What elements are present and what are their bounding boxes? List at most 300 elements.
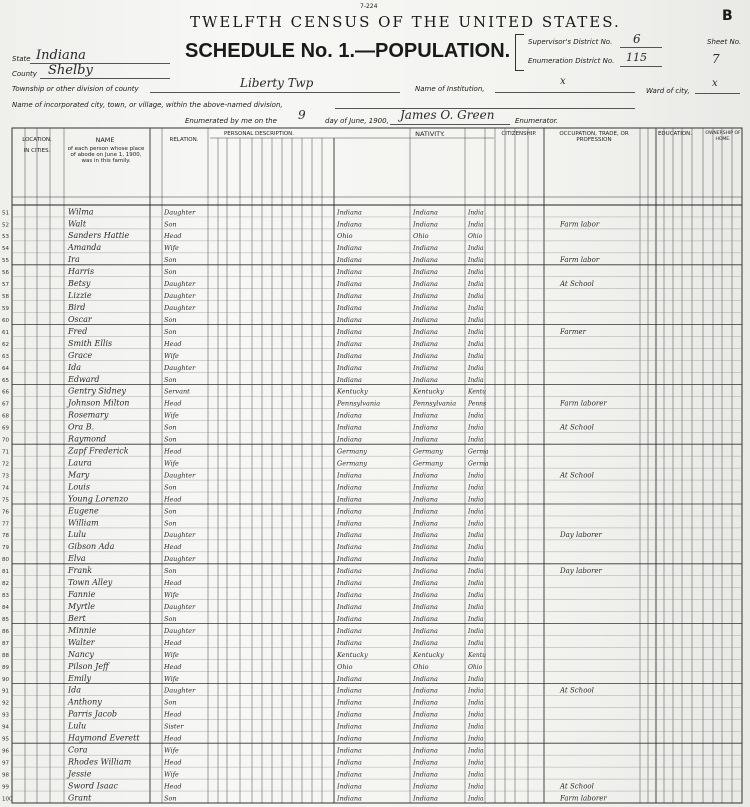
person-name: Minnie <box>68 625 97 635</box>
mother-birthplace: India <box>468 580 484 588</box>
person-relation: Daughter <box>164 208 196 217</box>
county-label: County <box>12 70 37 78</box>
person-name: Ida <box>68 685 82 695</box>
mother-birthplace: India <box>468 328 484 336</box>
father-birthplace: Indiana <box>413 208 438 217</box>
mother-birthplace: India <box>468 639 484 647</box>
mother-birthplace: India <box>468 221 484 229</box>
person-occupation: At School <box>560 280 594 289</box>
line-number: 52 <box>2 222 9 229</box>
person-name: Ora B. <box>68 422 95 432</box>
line-number: 57 <box>2 282 9 289</box>
township-value: Liberty Twp <box>240 76 314 90</box>
person-birthplace: Indiana <box>337 519 362 528</box>
form-number: 7-224 <box>360 3 378 10</box>
person-name: Frank <box>68 566 93 576</box>
person-relation: Wife <box>164 591 179 600</box>
line-number: 76 <box>2 509 9 516</box>
mother-birthplace: India <box>468 281 484 289</box>
person-occupation: At School <box>560 686 594 695</box>
line-number: 56 <box>2 270 9 277</box>
mother-birthplace: India <box>468 209 484 217</box>
mother-birthplace: India <box>468 759 484 767</box>
line-number: 66 <box>2 389 9 396</box>
line-number: 86 <box>2 628 9 635</box>
table-border <box>12 128 742 803</box>
person-occupation: Day laborer <box>560 531 602 540</box>
person-birthplace: Indiana <box>337 339 362 348</box>
father-birthplace: Indiana <box>413 555 438 564</box>
person-name: Laura <box>68 458 92 468</box>
institution-label: Name of Institution, <box>415 85 485 93</box>
person-name: Myrtle <box>68 602 96 612</box>
mother-birthplace: India <box>468 532 484 540</box>
person-birthplace: Indiana <box>337 435 362 444</box>
mother-birthplace: India <box>468 496 484 504</box>
person-occupation: Farmer <box>560 327 587 336</box>
person-relation: Daughter <box>164 280 196 289</box>
mother-birthplace: India <box>468 723 484 731</box>
line-number: 58 <box>2 294 9 301</box>
mother-birthplace: Penns <box>468 400 487 408</box>
town-label: Name of incorporated city, town, or village, within the above-named division, <box>12 101 283 109</box>
person-relation: Son <box>164 567 177 576</box>
person-relation: Wife <box>164 746 179 755</box>
mother-birthplace: India <box>468 305 484 313</box>
person-birthplace: Indiana <box>337 304 362 313</box>
father-birthplace: Indiana <box>413 626 438 635</box>
father-birthplace: Indiana <box>413 363 438 372</box>
education-header: EDUCATION. <box>657 131 693 137</box>
father-birthplace: Germany <box>413 459 444 468</box>
line-number: 71 <box>2 449 9 456</box>
father-birthplace: Indiana <box>413 435 438 444</box>
person-relation: Son <box>164 698 177 707</box>
person-name: Oscar <box>68 314 92 324</box>
person-relation: Son <box>164 256 177 265</box>
enumerator-label: Enumerator. <box>515 117 559 125</box>
father-birthplace: Indiana <box>413 507 438 516</box>
line-number: 84 <box>2 605 9 612</box>
father-birthplace: Ohio <box>413 232 429 241</box>
person-birthplace: Indiana <box>337 722 362 731</box>
line-number: 67 <box>2 401 9 408</box>
person-birthplace: Indiana <box>337 746 362 755</box>
person-birthplace: Indiana <box>337 626 362 635</box>
enumeration-value: 115 <box>626 51 647 64</box>
line-number: 68 <box>2 413 9 420</box>
person-name: Emily <box>68 673 92 683</box>
person-birthplace: Indiana <box>337 698 362 707</box>
person-relation: Wife <box>164 674 179 683</box>
census-title: TWELFTH CENSUS OF THE UNITED STATES. <box>190 13 621 31</box>
person-birthplace: Germany <box>337 447 368 456</box>
mother-birthplace: India <box>468 340 484 348</box>
father-birthplace: Indiana <box>413 579 438 588</box>
person-relation: Son <box>164 315 177 324</box>
mother-birthplace: India <box>468 747 484 755</box>
person-name: Elva <box>68 554 86 564</box>
person-birthplace: Indiana <box>337 375 362 384</box>
father-birthplace: Indiana <box>413 794 438 803</box>
person-birthplace: Indiana <box>337 507 362 516</box>
mother-birthplace: India <box>468 316 484 324</box>
person-relation: Wife <box>164 650 179 659</box>
person-birthplace: Indiana <box>337 555 362 564</box>
mother-birthplace: India <box>468 687 484 695</box>
person-occupation: At School <box>560 782 594 791</box>
person-name: Harris <box>68 267 95 277</box>
person-birthplace: Indiana <box>337 351 362 360</box>
name-description: of each person whose place of abode on June 1, 1900, was in this family. <box>67 146 145 164</box>
state-value: Indiana <box>36 48 86 63</box>
mother-birthplace: Kentu <box>468 651 487 659</box>
person-birthplace: Indiana <box>337 710 362 719</box>
person-name: Rosemary <box>68 410 109 420</box>
person-name: Pilson Jeff <box>68 661 109 671</box>
person-relation: Son <box>164 519 177 528</box>
father-birthplace: Indiana <box>413 531 438 540</box>
father-birthplace: Indiana <box>413 614 438 623</box>
person-birthplace: Indiana <box>337 363 362 372</box>
enumerated-day: 9 <box>298 108 306 122</box>
person-relation: Sister <box>164 722 184 731</box>
line-number: 81 <box>2 569 9 576</box>
line-number: 59 <box>2 306 9 313</box>
father-birthplace: Indiana <box>413 591 438 600</box>
person-birthplace: Indiana <box>337 256 362 265</box>
father-birthplace: Indiana <box>413 315 438 324</box>
father-birthplace: Pennsylvania <box>413 399 457 408</box>
line-number: 98 <box>2 772 9 779</box>
person-birthplace: Indiana <box>337 603 362 612</box>
person-name: Cora <box>68 745 88 755</box>
line-number: 75 <box>2 497 9 504</box>
person-name: Ida <box>68 362 82 372</box>
mother-birthplace: India <box>468 604 484 612</box>
person-birthplace: Indiana <box>337 327 362 336</box>
person-name: Bert <box>68 613 86 623</box>
person-name: Wilma <box>68 207 94 217</box>
line-number: 91 <box>2 688 9 695</box>
person-relation: Head <box>164 782 182 791</box>
line-number: 94 <box>2 724 9 731</box>
name-header: NAME <box>95 136 115 144</box>
father-birthplace: Indiana <box>413 244 438 253</box>
citizenship-header: CITIZENSHIP. <box>501 131 537 137</box>
person-relation: Daughter <box>164 292 196 301</box>
schedule-letter: B <box>722 8 733 24</box>
person-relation: Daughter <box>164 603 196 612</box>
person-occupation: Farm labor <box>560 220 600 229</box>
person-name: Fannie <box>68 590 96 600</box>
person-relation: Servant <box>164 387 190 396</box>
person-name: Betsy <box>68 279 91 289</box>
father-birthplace: Indiana <box>413 327 438 336</box>
father-birthplace: Indiana <box>413 782 438 791</box>
person-relation: Wife <box>164 411 179 420</box>
person-birthplace: Indiana <box>337 638 362 647</box>
father-birthplace: Indiana <box>413 292 438 301</box>
mother-birthplace: India <box>468 245 484 253</box>
person-name: Johnson Milton <box>68 398 130 408</box>
person-relation: Daughter <box>164 686 196 695</box>
father-birthplace: Indiana <box>413 734 438 743</box>
father-birthplace: Indiana <box>413 567 438 576</box>
person-name: Smith Ellis <box>68 338 113 348</box>
father-birthplace: Indiana <box>413 304 438 313</box>
mother-birthplace: India <box>468 364 484 372</box>
mother-birthplace: India <box>468 376 484 384</box>
mother-birthplace: India <box>468 412 484 420</box>
person-relation: Head <box>164 579 182 588</box>
father-birthplace: Indiana <box>413 758 438 767</box>
father-birthplace: Indiana <box>413 638 438 647</box>
person-name: Bird <box>68 303 86 313</box>
nativity-header: NATIVITY. <box>415 130 445 138</box>
person-name: Amanda <box>68 243 102 253</box>
mother-birthplace: India <box>468 795 484 803</box>
father-birthplace: Kentucky <box>413 650 444 659</box>
person-name: Jessie <box>68 769 92 779</box>
person-name: Walt <box>68 219 87 229</box>
mother-birthplace: India <box>468 592 484 600</box>
line-number: 80 <box>2 557 9 564</box>
line-number: 99 <box>2 784 9 791</box>
line-number: 55 <box>2 258 9 265</box>
person-relation: Son <box>164 435 177 444</box>
father-birthplace: Indiana <box>413 483 438 492</box>
line-number: 100 <box>2 796 13 803</box>
line-number: 51 <box>2 210 9 217</box>
line-number: 77 <box>2 521 9 528</box>
person-name: Fred <box>68 326 88 336</box>
person-occupation: Farm labor <box>560 256 600 265</box>
mother-birthplace: India <box>468 568 484 576</box>
father-birthplace: Indiana <box>413 495 438 504</box>
line-number: 96 <box>2 748 9 755</box>
person-name: Ira <box>68 255 80 265</box>
person-relation: Wife <box>164 244 179 253</box>
county-value: Shelby <box>48 63 93 78</box>
line-number: 60 <box>2 317 9 324</box>
person-occupation: At School <box>560 423 594 432</box>
person-occupation: At School <box>560 471 594 480</box>
mother-birthplace: India <box>468 735 484 743</box>
line-number: 97 <box>2 760 9 767</box>
father-birthplace: Indiana <box>413 280 438 289</box>
father-birthplace: Indiana <box>413 698 438 707</box>
mother-birthplace: India <box>468 544 484 552</box>
enumerator-name: James O. Green <box>400 108 495 122</box>
person-relation: Head <box>164 710 182 719</box>
father-birthplace: Indiana <box>413 411 438 420</box>
mother-birthplace: Ohio <box>468 663 483 671</box>
father-birthplace: Indiana <box>413 686 438 695</box>
person-name: Nancy <box>68 649 94 659</box>
person-birthplace: Indiana <box>337 411 362 420</box>
person-birthplace: Indiana <box>337 614 362 623</box>
schedule-title: SCHEDULE No. 1.—POPULATION. <box>185 40 511 62</box>
person-relation: Head <box>164 543 182 552</box>
in-cities-header: IN CITIES. <box>23 148 51 154</box>
person-birthplace: Indiana <box>337 531 362 540</box>
enumeration-label: Enumeration District No. <box>528 57 615 65</box>
line-number: 62 <box>2 341 9 348</box>
person-relation: Son <box>164 614 177 623</box>
person-relation: Wife <box>164 351 179 360</box>
supervisor-value: 6 <box>633 32 641 46</box>
enumerated-month: day of June, 1900, <box>325 117 389 125</box>
father-birthplace: Indiana <box>413 471 438 480</box>
line-number: 65 <box>2 377 9 384</box>
line-number: 64 <box>2 365 9 372</box>
mother-birthplace: India <box>468 484 484 492</box>
person-relation: Daughter <box>164 471 196 480</box>
father-birthplace: Indiana <box>413 603 438 612</box>
person-birthplace: Indiana <box>337 734 362 743</box>
person-birthplace: Indiana <box>337 471 362 480</box>
person-relation: Daughter <box>164 555 196 564</box>
father-birthplace: Indiana <box>413 519 438 528</box>
line-number: 83 <box>2 593 9 600</box>
personal-header: PERSONAL DESCRIPTION. <box>223 131 295 137</box>
person-occupation: Day laborer <box>560 567 602 576</box>
line-number: 54 <box>2 246 9 253</box>
mother-birthplace: India <box>468 508 484 516</box>
mother-birthplace: India <box>468 627 484 635</box>
line-number: 85 <box>2 616 9 623</box>
person-relation: Son <box>164 375 177 384</box>
person-name: Sanders Hattie <box>68 231 130 241</box>
father-birthplace: Indiana <box>413 543 438 552</box>
person-name: Grace <box>68 350 93 360</box>
person-name: William <box>68 518 99 528</box>
relation-header: RELATION. <box>169 137 199 143</box>
mother-birthplace: India <box>468 352 484 360</box>
mother-birthplace: India <box>468 520 484 528</box>
occupation-header: OCCUPATION, TRADE, OR PROFESSION <box>559 131 629 143</box>
person-occupation: Farm laborer <box>560 794 607 803</box>
person-relation: Son <box>164 268 177 277</box>
father-birthplace: Indiana <box>413 674 438 683</box>
person-relation: Daughter <box>164 363 196 372</box>
person-relation: Head <box>164 662 182 671</box>
person-birthplace: Indiana <box>337 794 362 803</box>
mother-birthplace: India <box>468 269 484 277</box>
father-birthplace: Indiana <box>413 256 438 265</box>
person-relation: Daughter <box>164 626 196 635</box>
person-birthplace: Germany <box>337 459 368 468</box>
person-name: Town Alley <box>68 578 113 588</box>
person-name: Rhodes William <box>68 757 132 767</box>
father-birthplace: Indiana <box>413 710 438 719</box>
person-name: Raymond <box>68 434 107 444</box>
person-birthplace: Indiana <box>337 782 362 791</box>
person-name: Lizzie <box>68 291 92 301</box>
person-relation: Head <box>164 758 182 767</box>
mother-birthplace: Germa <box>468 460 489 468</box>
mother-birthplace: India <box>468 771 484 779</box>
line-number: 88 <box>2 652 9 659</box>
person-birthplace: Indiana <box>337 674 362 683</box>
person-birthplace: Indiana <box>337 280 362 289</box>
person-relation: Son <box>164 507 177 516</box>
mother-birthplace: India <box>468 699 484 707</box>
father-birthplace: Indiana <box>413 770 438 779</box>
line-number: 93 <box>2 712 9 719</box>
person-name: Grant <box>68 793 92 803</box>
line-number: 90 <box>2 676 9 683</box>
line-number: 69 <box>2 425 9 432</box>
person-birthplace: Indiana <box>337 543 362 552</box>
ward-label: Ward of city, <box>646 87 690 95</box>
person-relation: Son <box>164 483 177 492</box>
mother-birthplace: Ohio <box>468 233 483 241</box>
person-birthplace: Indiana <box>337 686 362 695</box>
person-relation: Son <box>164 327 177 336</box>
person-birthplace: Indiana <box>337 244 362 253</box>
sheet-label: Sheet No. <box>707 38 742 46</box>
person-birthplace: Indiana <box>337 208 362 217</box>
institution-value: x <box>560 76 566 87</box>
person-name: Walter <box>68 637 95 647</box>
mother-birthplace: India <box>468 556 484 564</box>
person-relation: Wife <box>164 770 179 779</box>
township-label: Township or other division of county <box>12 85 139 93</box>
mother-birthplace: India <box>468 472 484 480</box>
person-relation: Head <box>164 339 182 348</box>
ward-value: x <box>712 78 718 89</box>
person-birthplace: Indiana <box>337 579 362 588</box>
person-name: Lulu <box>68 721 87 731</box>
line-number: 74 <box>2 485 9 492</box>
person-relation: Head <box>164 399 182 408</box>
person-birthplace: Pennsylvania <box>337 399 381 408</box>
mother-birthplace: India <box>468 424 484 432</box>
father-birthplace: Indiana <box>413 268 438 277</box>
line-number: 89 <box>2 664 9 671</box>
person-birthplace: Kentucky <box>337 650 368 659</box>
line-number: 92 <box>2 700 9 707</box>
person-name: Edward <box>68 374 100 384</box>
person-name: Eugene <box>68 506 99 516</box>
person-birthplace: Kentucky <box>337 387 368 396</box>
line-number: 87 <box>2 640 9 647</box>
father-birthplace: Indiana <box>413 423 438 432</box>
father-birthplace: Indiana <box>413 375 438 384</box>
person-birthplace: Indiana <box>337 292 362 301</box>
line-number: 63 <box>2 353 9 360</box>
father-birthplace: Indiana <box>413 722 438 731</box>
person-name: Haymond Everett <box>68 733 140 743</box>
person-relation: Daughter <box>164 531 196 540</box>
mother-birthplace: India <box>468 615 484 623</box>
person-relation: Head <box>164 734 182 743</box>
person-name: Mary <box>68 470 90 480</box>
mother-birthplace: India <box>468 783 484 791</box>
person-occupation: Farm laborer <box>560 399 607 408</box>
person-name: Gibson Ada <box>68 542 115 552</box>
father-birthplace: Indiana <box>413 351 438 360</box>
mother-birthplace: India <box>468 257 484 265</box>
father-birthplace: Kentucky <box>413 387 444 396</box>
line-number: 53 <box>2 234 9 241</box>
enumerated-label: Enumerated by me on the <box>185 117 277 125</box>
person-name: Zapf Frederick <box>68 446 129 456</box>
person-relation: Daughter <box>164 304 196 313</box>
person-relation: Wife <box>164 459 179 468</box>
